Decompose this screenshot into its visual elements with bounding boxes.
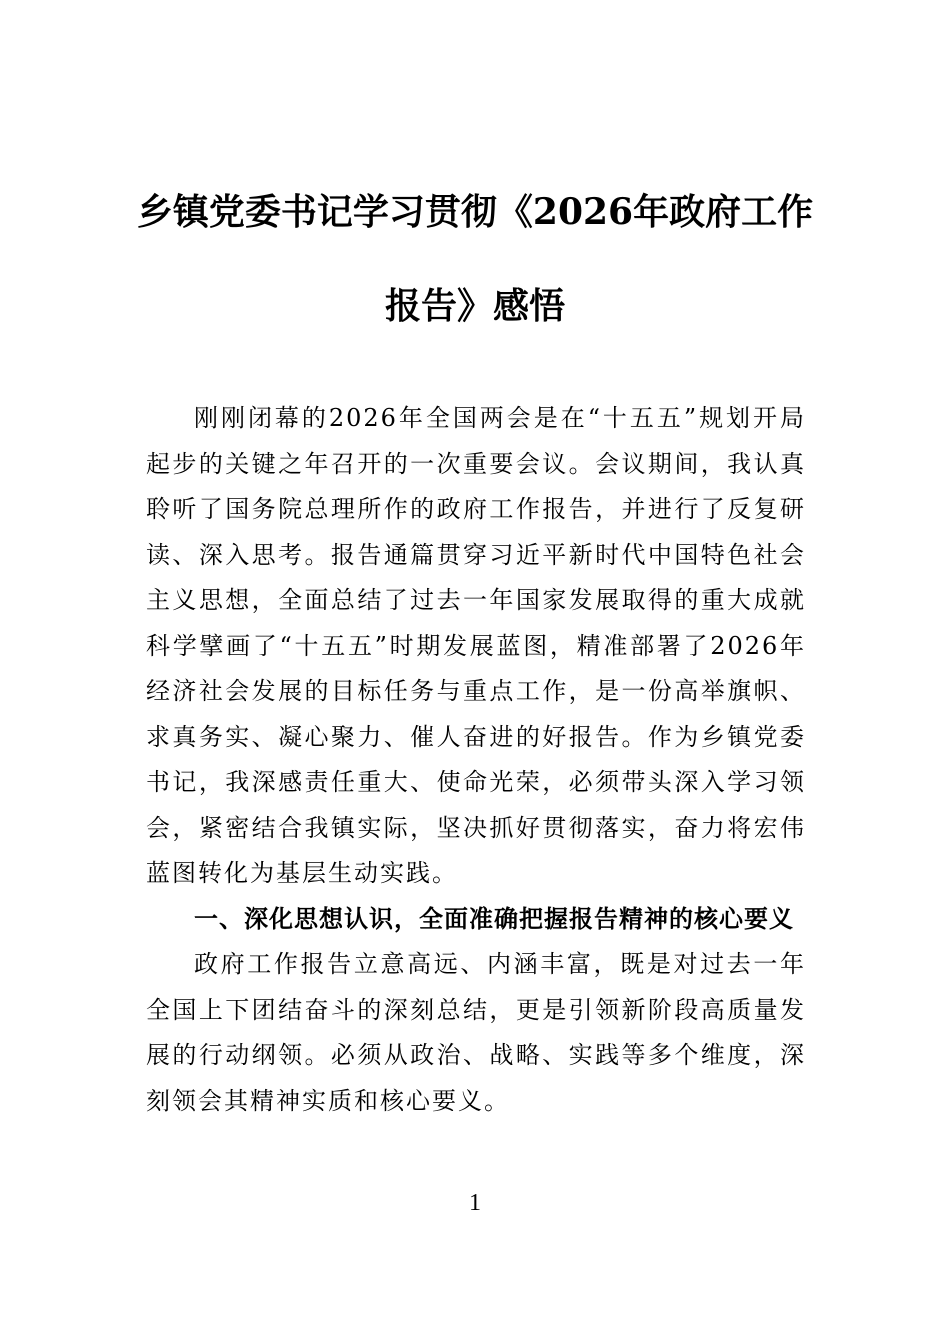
document-title: 乡镇党委书记学习贯彻《2026年政府工作报告》感悟 [136, 191, 814, 327]
intro-paragraph: 刚刚闭幕的2026年全国两会是在“十五五”规划开局起步的关键之年召开的一次重要会议。会议期间，我认真聆听了国务院总理所作的政府工作报告，并进行了反复研读、深入思考。报告通篇贯穿习近平新时代中国特色社会主义思想，全面总结了过去一年国家发展取得的重大成就科学擘画了“十五五”时期发展蓝图，精准部署了2026年经济社会发展的目标任务与重点工作，是一份高举旗帜、求真务实、凝心聚力、催人奋进的好报告。作为乡镇党委书记，我深感责任重大、使命光荣，必须带头深入学习领会，紧密结合我镇实际，坚决抓好贯彻落实，奋力将宏伟蓝图转化为基层生动实践。 [146, 404, 806, 887]
page-number: 1 [469, 1190, 481, 1216]
document-body [146, 396, 806, 1124]
section-paragraph: 政府工作报告立意高远、内涵丰富，既是对过去一年全国上下团结奋斗的深刻总结，更是引领新阶段高质量发展的行动纲领。必须从政治、战略、实践等多个维度，深刻领会其精神实质和核心要义。 [146, 950, 806, 1115]
section-heading: 一、深化思想认识，全面准确把握报告精神的核心要义 [194, 904, 794, 933]
